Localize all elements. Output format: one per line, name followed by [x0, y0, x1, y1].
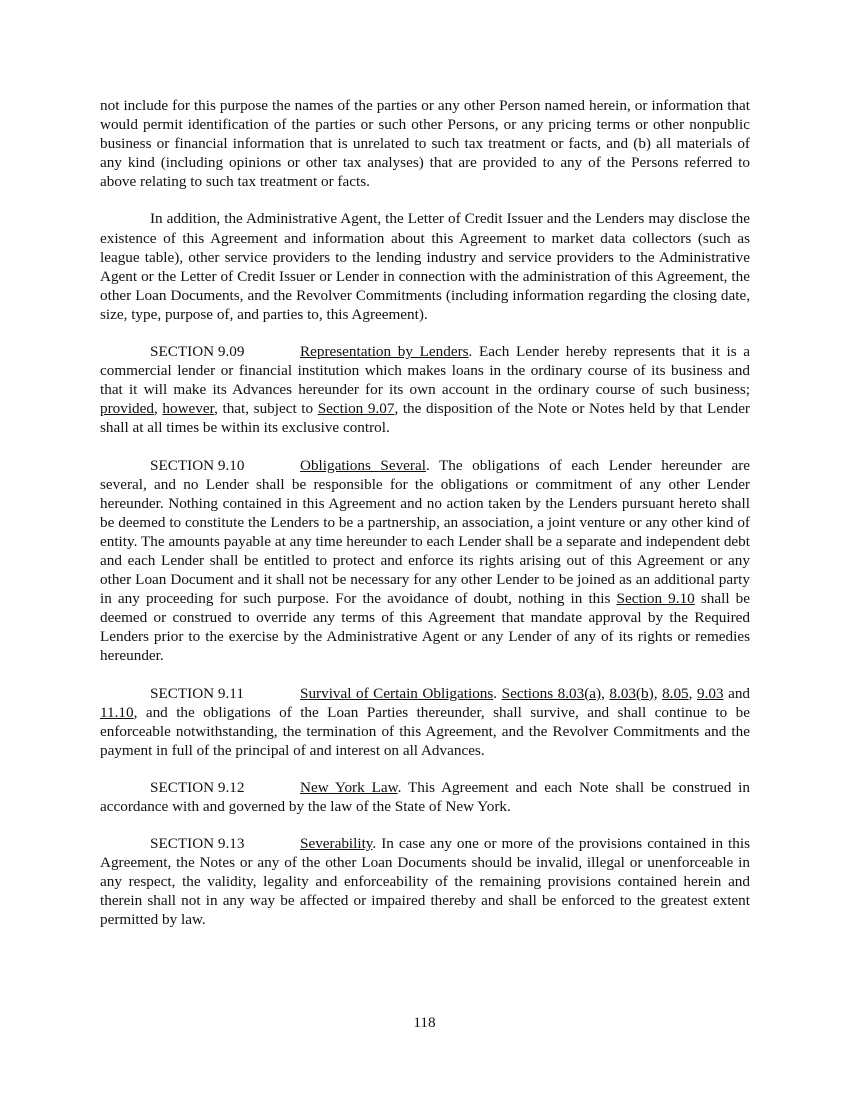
section-9-13 — [100, 834, 750, 929]
page-body — [100, 96, 750, 948]
section-text: . Each Lender hereby represents that it is a commercial lender or financial institution which makes loans in the ordinary course of its business and that it will make its Advances hereunder for its own account in the ordinary course of such business; — [100, 343, 751, 399]
section-number: SECTION 9.09 — [150, 343, 245, 361]
section-text: , the disposition of the Note or Notes held by that Lender shall at all times be within its exclusive control. — [100, 400, 750, 437]
section-title: Severability — [300, 835, 373, 853]
section-text: . The obligations of each Lender hereunder are several, and no Lender shall be responsible for the obligations or commitment of any other Lender hereunder. Nothing contained in this Agreement and no action taken by the Lenders pursuant hereto shall be deemed to constitute the Lenders to be a partnership, an association, a joint venture or any other kind of entity. The amounts payable at any time hereunder to each Lender shall be a separate and independent debt and each Lender shall be entitled to protect and enforce its rights arising out of this Agreement or any other Loan Document and it shall not be necessary for any other Lender to be joined as an additional party in any proceeding for such purpose. For the avoidance of doubt, nothing in this — [100, 456, 751, 608]
section-text: , — [688, 684, 697, 702]
term-provided: provided — [100, 400, 154, 418]
section-text: , — [653, 684, 663, 702]
section-title: New York Law — [300, 778, 398, 796]
section-number: SECTION 9.12 — [150, 778, 245, 796]
section-text: and — [723, 684, 751, 702]
section-number: SECTION 9.13 — [150, 835, 245, 853]
section-text: , — [154, 400, 163, 418]
section-title: Survival of Certain Obligations — [300, 684, 494, 702]
section-9-12 — [100, 778, 750, 816]
section-9-11 — [100, 684, 750, 760]
page-number: 118 — [413, 1014, 436, 1031]
section-reference: 8.05 — [662, 684, 689, 702]
section-text: , and the obligations of the Loan Parties thereunder, shall survive, and shall continue to be enforceable notwithstanding, the termination of this Agreement, and the Revolver Commitments and the payment in full of the principal of and interest on all Advances. — [100, 703, 750, 759]
section-title: Representation by Lenders — [300, 343, 469, 361]
section-title: Obligations Several — [300, 456, 426, 474]
section-text: . This Agreement and each Note shall be construed in accordance with and governed by the law of the State of New York. — [100, 778, 750, 815]
section-reference: Sections 8.03(a) — [501, 684, 602, 702]
section-text: . In case any one or more of the provisions contained in this Agreement, the Notes or any of the other Loan Documents should be invalid, illegal or unenforceable in any respect, the validity, legality and enforceability of the remaining provisions contained herein and therein shall not in any way be affected or impaired thereby and shall be enforced to the greatest extent permitted by law. — [100, 835, 750, 929]
section-9-09 — [100, 342, 750, 437]
section-reference: Section 9.07 — [317, 400, 395, 418]
section-reference: 9.03 — [696, 684, 724, 702]
paragraph-disclosure: In addition, the Administrative Agent, the Letter of Credit Issuer and the Lenders may disclose the existence of this Agreement and information about this Agreement to market data collectors (such as league table), other service providers to the lending industry and service providers to the Administrative Agent or the Letter of Credit Issuer or Lender in connection with the administration of this Agreement, the other Loan Documents, and the Revolver Commitments (including information regarding the closing date, size, type, purpose of, and parties to, this Agreement). — [100, 210, 750, 323]
section-text: shall be deemed or construed to override any terms of this Agreement that mandate approval by the Required Lenders prior to the exercise by the Administrative Agent or any Lender of any of its rights or remedies hereunder. — [100, 590, 750, 665]
section-number: SECTION 9.11 — [150, 684, 244, 702]
section-reference: Section 9.10 — [616, 590, 695, 608]
section-9-10 — [100, 456, 750, 666]
paragraph-continuation: not include for this purpose the names of the parties or any other Person named herein, or information that would permit identification of the parties or such other Persons, or any pricing terms or other nonpublic business or financial information that is unrelated to such tax treatment or facts, and (b) all materials of any kind (including opinions or other tax analyses) that are provided to any of the Persons referred to above relating to such tax treatment or facts. — [100, 97, 750, 191]
section-text: , that, subject to — [214, 400, 318, 418]
section-text: , — [601, 684, 610, 702]
section-text: . — [493, 684, 502, 702]
section-reference: 8.03(b) — [609, 684, 654, 702]
term-however: however — [162, 400, 215, 418]
section-number: SECTION 9.10 — [150, 456, 245, 474]
section-reference: 11.10 — [100, 703, 134, 721]
